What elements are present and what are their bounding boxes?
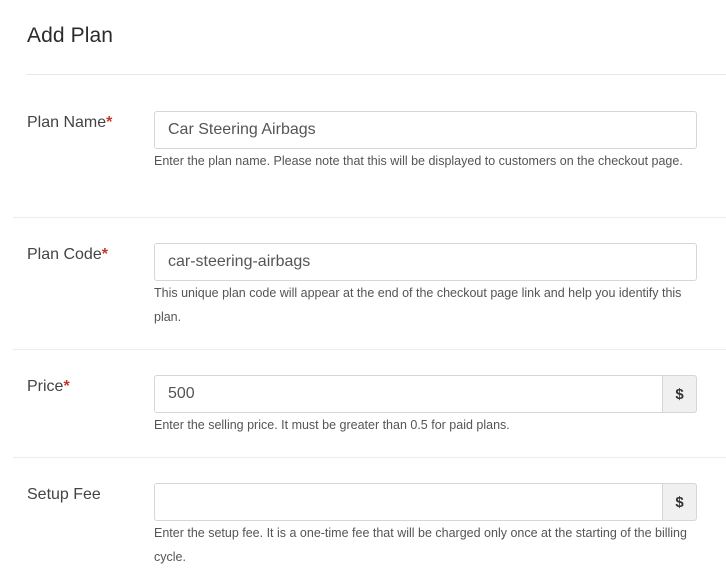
- plan-code-help: This unique plan code will appear at the end of the checkout page link and help you identify this plan.: [154, 286, 682, 324]
- setup-fee-currency-addon: $: [662, 483, 697, 521]
- price-help: Enter the selling price. It must be greater than 0.5 for paid plans.: [154, 418, 510, 432]
- plan-code-label-text: Plan Code: [27, 246, 102, 263]
- plan-name-label: [27, 114, 112, 132]
- plan-code-label: [27, 246, 108, 264]
- plan-name-help: Enter the plan name. Please note that this will be displayed to customers on the checkout page.: [154, 154, 683, 168]
- price-input[interactable]: [154, 375, 662, 413]
- price-label: [27, 378, 70, 396]
- required-mark: *: [101, 246, 108, 263]
- setup-fee-label: [27, 486, 101, 504]
- required-mark: *: [106, 114, 113, 131]
- row-divider: [13, 457, 726, 458]
- price-currency-addon: $: [662, 375, 697, 413]
- price-label-text: Price: [27, 378, 64, 395]
- title-divider: [27, 74, 726, 75]
- plan-name-field-wrap: [154, 111, 697, 149]
- price-field-wrap: [154, 375, 697, 413]
- plan-code-input[interactable]: [154, 243, 697, 281]
- setup-fee-input[interactable]: [154, 483, 662, 521]
- row-divider: [13, 217, 726, 218]
- plan-code-field-wrap: [154, 243, 697, 281]
- plan-name-label-text: Plan Name: [27, 114, 107, 131]
- page-title: Add Plan: [27, 24, 114, 47]
- row-divider: [13, 349, 726, 350]
- setup-fee-label-text: Setup Fee: [27, 486, 101, 503]
- setup-fee-field-wrap: [154, 483, 697, 521]
- setup-fee-help: Enter the setup fee. It is a one-time fee that will be charged only once at the starting of the billing cycle.: [154, 526, 687, 564]
- required-mark: *: [63, 378, 70, 395]
- plan-name-input[interactable]: [154, 111, 697, 149]
